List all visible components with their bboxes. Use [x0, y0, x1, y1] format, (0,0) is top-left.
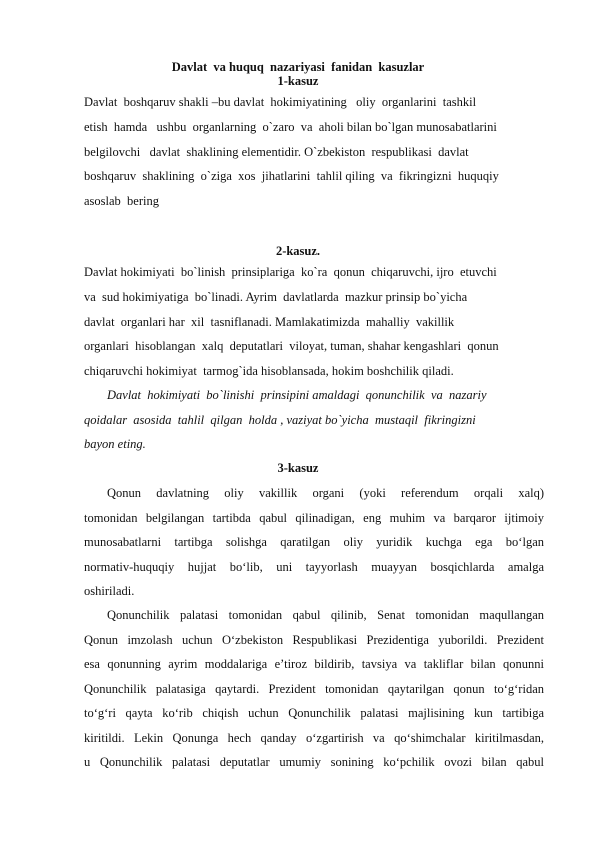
case-1-line: etish hamda ushbu organlarning o`zaro va aholi bilan bo`lgan munosabatlarini: [84, 120, 497, 134]
case-2-task-line: bayon etіng.: [84, 437, 146, 451]
case-3-paragraph-1-line: oshiriladi.: [84, 584, 135, 598]
case-3-paragraph-2-line: to‘g‘ri qayta ko‘rib chiqish uchun Qonunchilik palatasi majlisining kun tartibiga: [84, 706, 544, 720]
case-2-line: va sud hokimiyatiga bo`linadi. Ayrim davlatlarda mazkur prinsip bo`yicha: [84, 290, 468, 304]
case-1-line: belgilovchi davlat shaklining elementidir. O`zbekiston respublikasi davlat: [84, 145, 469, 159]
case-2-line: davlat organlari har xil tasniflanadi. Mamlakatimizda mahalliy vakillik: [84, 315, 455, 329]
case-3-paragraph-2-line: Qonunchilik palatasiga qaytardi. Prezident tomonidan qaytarilgan qonun to‘g‘ridan: [84, 682, 544, 696]
case-1-line: Davlat boshqaruv shakli –bu davlat hokimiyatining oliy organlarini tashkil: [84, 95, 477, 109]
case-1-line: asoslab bering: [84, 194, 159, 208]
case-2-line: organlari hisoblangan xalq deputatlari viloyat, tuman, shahar kengashlari qonun: [84, 339, 499, 353]
case-1-line: boshqaruv shaklining o`ziga xos jihatlarini tahlil qiling va fikringizni huquqiy: [84, 169, 499, 183]
case-2-line: chiqaruvchi hokimiyat tarmog`ida hisoblansada, hokim boshchilik qiladi.: [84, 364, 454, 378]
case-2-task-line: Davlat hokimiyati bo`linishi prinsipini amaldagi qonunchilik va nazariy: [107, 388, 487, 402]
case-3-paragraph-1-line: normativ-huquqiy hujjat bo‘lib, uni tayyorlash muayyan bosqichlarda amalga: [84, 560, 544, 574]
case-2-task-line: qoidalar asosida tahlil qilgan holda , vaziyat bo`yicha mustaqil fikringizni: [84, 413, 476, 427]
document-title: Davlat va huquq nazariyasi fanidan kasuzlar: [171, 60, 425, 74]
case-2-heading: 2-kasuz.: [275, 244, 321, 258]
case-3-paragraph-1-line: munosabatlarni tartibga solishga qaratilgan oliy yuridik kuchga ega bo‘lgan: [84, 535, 544, 549]
case-3-paragraph-2-line: Qonun imzolash uchun O‘zbekiston Respublikasi Prezidentiga yuborildi. Prezident: [84, 633, 544, 647]
case-3-paragraph-2-line: u Qonunchilik palatasi deputatlar umumiy sonining ko‘pchilik ovozi bilan qabul: [84, 755, 544, 769]
case-3-paragraph-1-line: Qonun davlatning oliy vakillik organi (yoki referendum orqali xalq): [107, 486, 544, 500]
case-3-paragraph-1-line: tomonidan belgilangan tartibda qabul qilinadigan, eng muhim va barqaror ijtimoiy: [84, 511, 544, 525]
case-2-line: Davlat hokimiyati bo`linish prinsiplariga ko`ra qonun chiqaruvchi, ijro etuvchi: [84, 265, 497, 279]
case-1-heading: 1-kasuz: [277, 74, 319, 88]
case-3-paragraph-2-line: kiritildi. Lekin Qonunga hech qanday o‘zgartirish va qo‘shimchalar kiritilmasdan,: [84, 731, 544, 745]
case-3-paragraph-2-line: Qonunchilik palatasi tomonidan qabul qilinib, Senat tomonidan maqullangan: [107, 608, 544, 622]
case-3-paragraph-2-line: esa qonunning ayrim moddalariga e’tiroz bildirib, tavsiya va takliflar bilan qonunni: [84, 657, 544, 671]
case-3-heading: 3-kasuz: [277, 461, 319, 475]
